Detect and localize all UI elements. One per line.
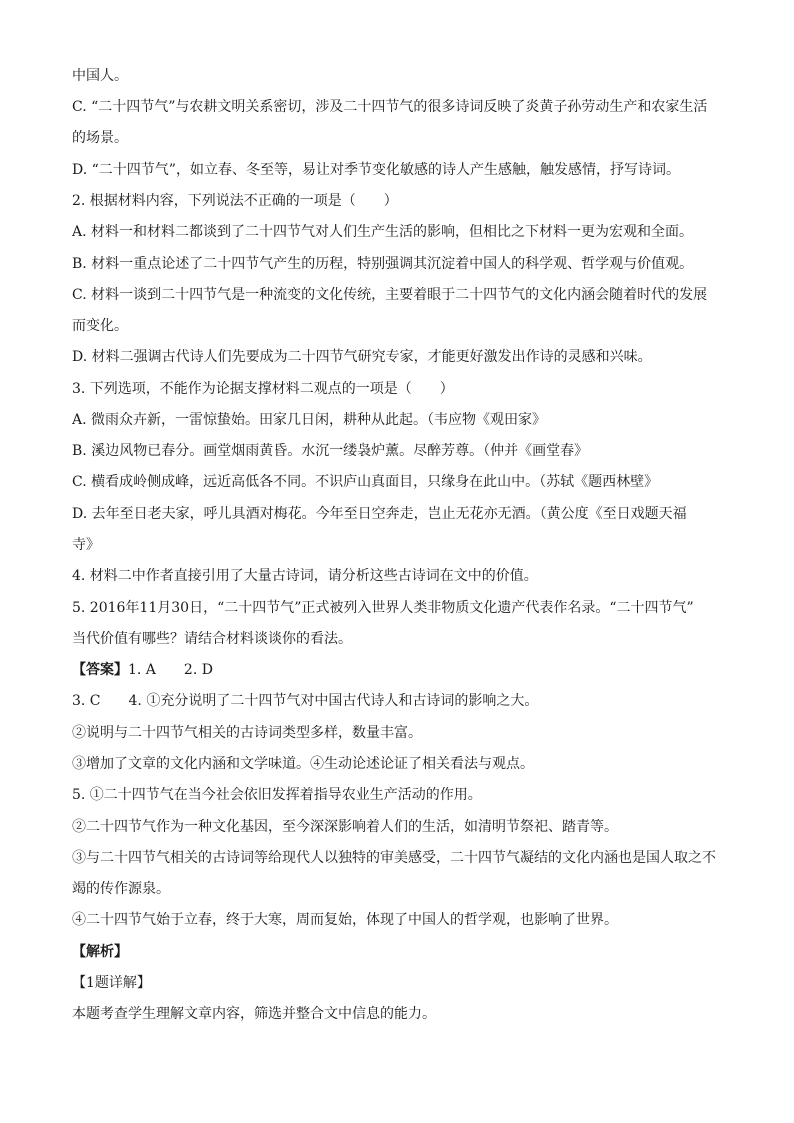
answer-label: 【答案】 bbox=[72, 662, 128, 678]
answer-line: ④二十四节气始于立春，终于大寒，周而复始，体现了中国人的哲学观，也影响了世界。 bbox=[72, 912, 618, 928]
analysis-label: 【解析】 bbox=[72, 944, 128, 960]
text-line: 当代价值有哪些？请结合材料谈谈你的看法。 bbox=[72, 631, 352, 647]
option-c: C. 材料一谈到二十四节气是一种流变的文化传统，主要着眼于二十四节气的文化内涵会随着时代的发展 bbox=[72, 287, 708, 303]
question-4: 4. 材料二中作者直接引用了大量古诗词，请分析这些古诗词在文中的价值。 bbox=[72, 568, 538, 584]
option-b: B. 溪边风物已春分。画堂烟雨黄昏。水沉一缕袅炉薰。尽醉芳尊。（仲并《画堂春》 bbox=[72, 443, 589, 459]
answer-line: ②说明与二十四节气相关的古诗词类型多样，数量丰富。 bbox=[72, 725, 422, 741]
option-a: A. 微雨众卉新，一雷惊蛰始。田家几日闲，耕种从此起。（韦应物《观田家》 bbox=[72, 412, 547, 428]
answer-line: ②二十四节气作为一种文化基因，至今深深影响着人们的生活，如清明节祭祀、踏青等。 bbox=[72, 819, 618, 835]
option-d: D. 材料二强调古代诗人们先要成为二十四节气研究专家，才能更好激发出作诗的灵感和兴味。 bbox=[72, 349, 652, 365]
text-line: 中国人。 bbox=[72, 68, 128, 84]
answer-line: 竭的传作源泉。 bbox=[72, 881, 170, 897]
answer-line: 3. C 4. ①充分说明了二十四节气对中国古代诗人和古诗词的影响之大。 bbox=[72, 693, 539, 709]
question-5: 5. 2016年11月30日，“二十四节气”正式被列入世界人类非物质文化遗产代表作名录。“二十四节气” bbox=[72, 600, 694, 616]
section-title: 【1题详解】 bbox=[72, 975, 151, 991]
option-c: C. 横看成岭侧成峰，远近高低各不同。不识庐山真面目，只缘身在此山中。（苏轼《题西林壁》 bbox=[72, 474, 659, 490]
option-a: A. 材料一和材料二都谈到了二十四节气对人们生产生活的影响，但相比之下材料一更为宏观和全面。 bbox=[72, 224, 694, 240]
answer-line: 5. ①二十四节气在当今社会依旧发挥着指导农业生产活动的作用。 bbox=[72, 787, 482, 803]
text-line: C. “二十四节气”与农耕文明关系密切，涉及二十四节气的很多诗词反映了炎黄子孙劳动生产和农家生活 bbox=[72, 99, 708, 115]
text-line: 的场景。 bbox=[72, 130, 128, 146]
question-2: 2. 根据材料内容，下列说法不正确的一项是（ ） bbox=[72, 193, 398, 209]
text-line: 本题考查学生理解文章内容，筛选并整合文中信息的能力。 bbox=[72, 1006, 436, 1022]
text-line: 而变化。 bbox=[72, 318, 128, 334]
text-line: D. “二十四节气”，如立春、冬至等，易让对季节变化敏感的诗人产生感触，触发感情，抒写诗词。 bbox=[72, 162, 680, 178]
answer-line: ③增加了文章的文化内涵和文学味道。④生动论述论证了相关看法与观点。 bbox=[72, 756, 534, 772]
option-b: B. 材料一重点论述了二十四节气产生的历程，特别强调其沉淀着中国人的科学观、哲学观与价值观。 bbox=[72, 256, 694, 272]
answer-text: 1. A 2. D bbox=[128, 662, 213, 678]
answer-line bbox=[72, 660, 732, 682]
option-d: D. 去年至日老夫家，呼儿具酒对梅花。今年至日空奔走，岂止无花亦无酒。（黄公度《至日戏题天福 bbox=[72, 506, 687, 522]
question-3: 3. 下列选项，不能作为论据支撑材料二观点的一项是（ ） bbox=[72, 381, 454, 397]
text-line: 寺》 bbox=[72, 537, 100, 553]
answer-line: ③与二十四节气相关的古诗词等给现代人以独特的审美感受，二十四节气凝结的文化内涵也是国人取之不 bbox=[72, 850, 716, 866]
